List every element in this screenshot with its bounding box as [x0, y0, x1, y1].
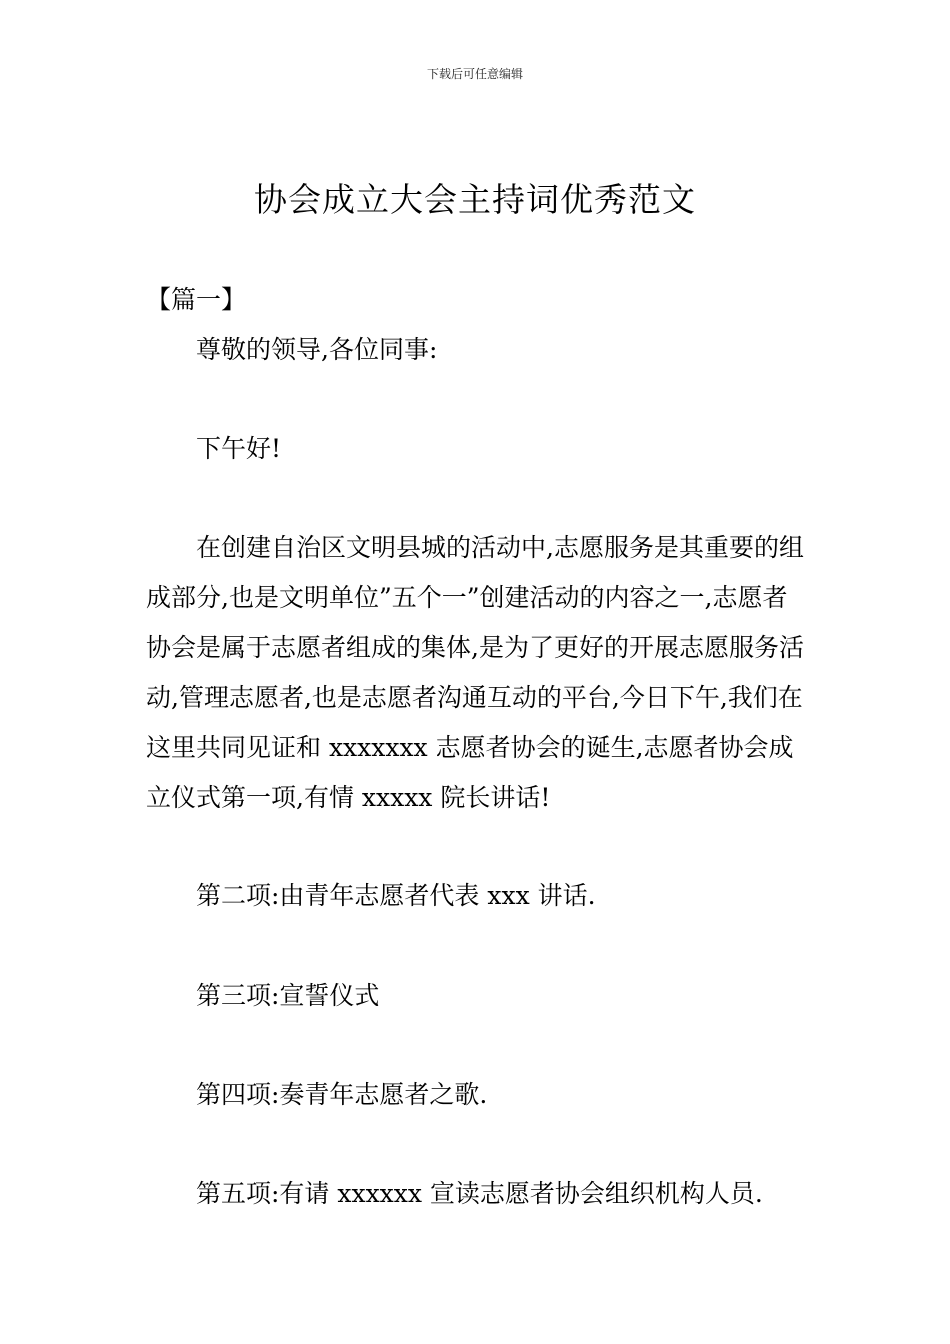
- paragraph-hello: 下午好!: [196, 434, 282, 463]
- paragraph-item-3: 第三项:宣誓仪式: [196, 981, 380, 1010]
- section-label: 【篇一】: [146, 285, 247, 314]
- paragraph-intro: 在创建自治区文明县城的活动中,志愿服务是其重要的组成部分,也是文明单位”五个一”创建活动的内容之一,志愿者协会是属于志愿者组成的集体,是为了更好的开展志愿服务活动,管理志愿者,也是志愿者沟通互动的平台,今日下午,我们在这里共同见证和 xxxxxxx 志愿者协会的诞生,志愿者协会成立仪式第一项,有情 xxxxx 院长讲话!: [146, 533, 804, 812]
- paragraph-item-2: 第二项:由青年志愿者代表 xxx 讲话.: [196, 881, 596, 910]
- page-header-note: 下载后可任意编辑: [426, 67, 523, 81]
- paragraph-item-5: 第五项:有请 xxxxxx 宣读志愿者协会组织机构人员.: [196, 1179, 763, 1208]
- paragraph-greeting: 尊敬的领导,各位同事:: [196, 335, 438, 364]
- paragraph-item-4: 第四项:奏青年志愿者之歌.: [196, 1080, 488, 1109]
- document-title: 协会成立大会主持词优秀范文: [254, 180, 696, 219]
